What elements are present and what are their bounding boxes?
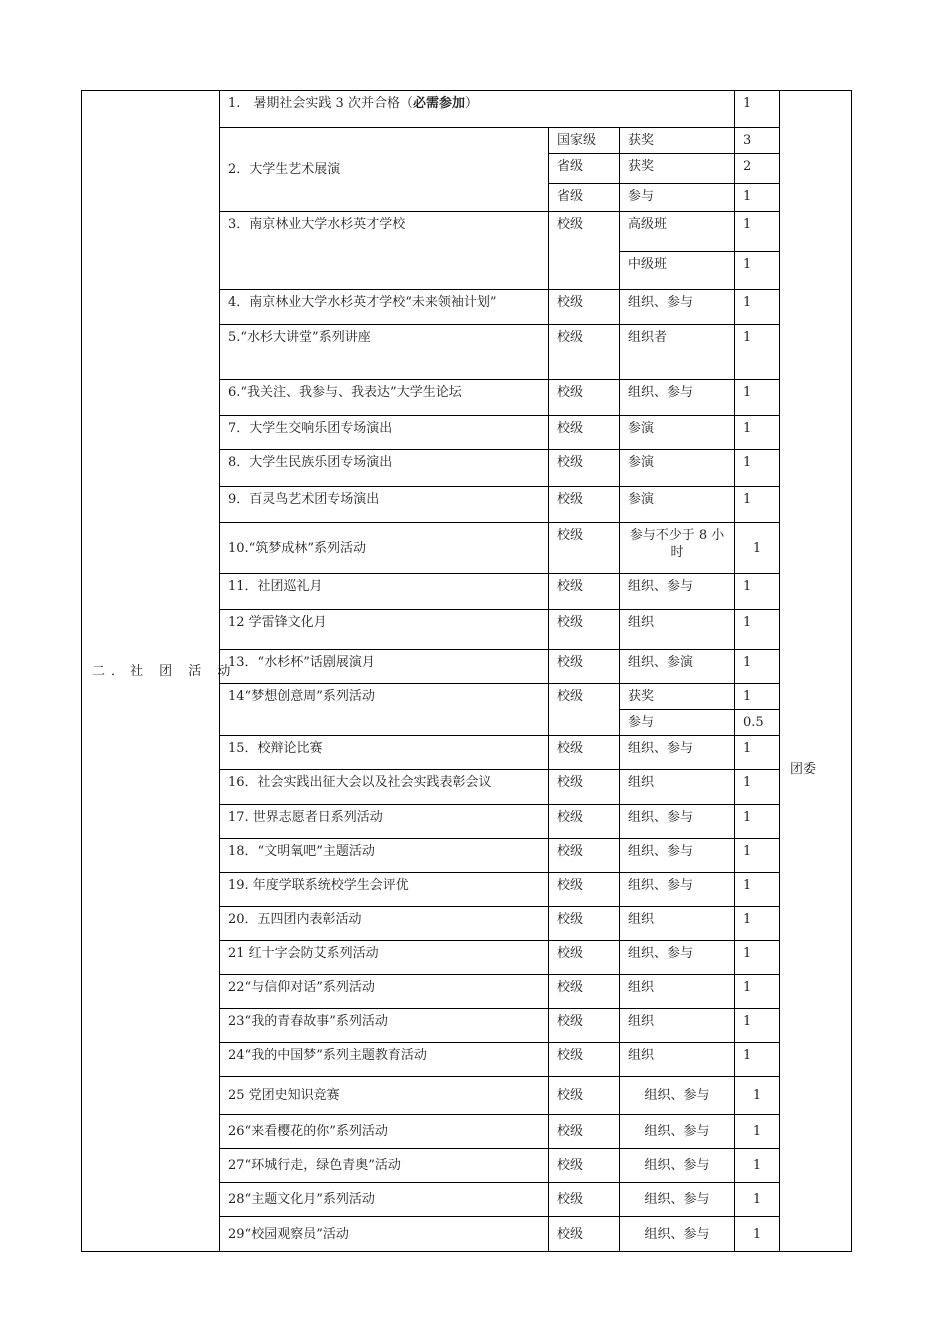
form-cell: 组织、参与 xyxy=(620,574,735,610)
form-cell: 组织、参与 xyxy=(620,1149,735,1183)
score-cell: 1 xyxy=(735,290,780,325)
item-cell: 24“我的中国梦”系列主题教育活动 xyxy=(220,1043,549,1077)
form-cell: 组织、参与 xyxy=(620,1217,735,1252)
level-cell: 校级 xyxy=(549,487,620,523)
form-cell: 参与 xyxy=(620,184,735,212)
level-cell: 校级 xyxy=(549,1009,620,1043)
level-cell: 校级 xyxy=(549,1043,620,1077)
level-cell: 校级 xyxy=(549,325,620,380)
table-row xyxy=(82,91,852,128)
item-cell: 25 党团史知识竞赛 xyxy=(220,1077,549,1115)
score-cell: 1 xyxy=(735,574,780,610)
level-cell: 校级 xyxy=(549,610,620,650)
form-cell: 组织、参与 xyxy=(620,380,735,416)
score-cell: 1 xyxy=(735,805,780,839)
score-cell: 2 xyxy=(735,154,780,184)
item-cell: 16．社会实践出征大会以及社会实践表彰会议 xyxy=(220,770,549,805)
form-cell: 组织 xyxy=(620,770,735,805)
score-cell: 1 xyxy=(735,1217,780,1252)
form-cell: 组织、参与 xyxy=(620,805,735,839)
level-cell: 校级 xyxy=(549,450,620,487)
item-cell: 29“校园观察员”活动 xyxy=(220,1217,549,1252)
score-cell: 0.5 xyxy=(735,710,780,736)
item-cell: 15．校辩论比赛 xyxy=(220,736,549,770)
form-cell: 组织者 xyxy=(620,325,735,380)
level-cell: 校级 xyxy=(549,380,620,416)
form-cell: 组织、参与 xyxy=(620,736,735,770)
item-cell: 2．大学生艺术展演 xyxy=(220,128,549,212)
item-cell: 19. 年度学联系统校学生会评优 xyxy=(220,873,549,907)
form-cell: 组织 xyxy=(620,975,735,1009)
level-cell: 校级 xyxy=(549,1149,620,1183)
score-cell: 1 xyxy=(735,1009,780,1043)
form-cell: 组织、参与 xyxy=(620,290,735,325)
score-cell: 1 xyxy=(735,1149,780,1183)
item-cell: 22“与信仰对话”系列活动 xyxy=(220,975,549,1009)
item-cell: 21 红十字会防艾系列活动 xyxy=(220,941,549,975)
score-cell: 1 xyxy=(735,941,780,975)
item-cell: 3．南京林业大学水杉英才学校 xyxy=(220,212,549,290)
score-cell: 1 xyxy=(735,610,780,650)
form-cell: 组织 xyxy=(620,1043,735,1077)
form-cell: 组织、参与 xyxy=(620,839,735,873)
score-cell: 1 xyxy=(735,325,780,380)
form-cell: 参与 xyxy=(620,710,735,736)
activity-table-sheet xyxy=(81,90,851,1247)
form-cell: 获奖 xyxy=(620,154,735,184)
level-cell: 国家级 xyxy=(549,128,620,154)
activity-score-table xyxy=(81,90,852,1252)
required-note: 必需参加 xyxy=(412,96,465,111)
score-cell: 1 xyxy=(735,1115,780,1149)
form-cell: 组织、参与 xyxy=(620,1183,735,1217)
item-cell: 8．大学生民族乐团专场演出 xyxy=(220,450,549,487)
category-cell: 二．社 团 活 动 xyxy=(82,91,220,1252)
score-cell: 1 xyxy=(735,770,780,805)
item-cell: 9．百灵鸟艺术团专场演出 xyxy=(220,487,549,523)
item-cell: 20．五四团内表彰活动 xyxy=(220,907,549,941)
level-cell: 校级 xyxy=(549,805,620,839)
level-cell: 校级 xyxy=(549,212,620,290)
level-cell: 校级 xyxy=(549,290,620,325)
level-cell: 校级 xyxy=(549,839,620,873)
score-cell: 1 xyxy=(735,684,780,710)
score-cell: 1 xyxy=(735,873,780,907)
form-cell: 参与不少于 8 小时 xyxy=(620,523,735,574)
level-cell: 校级 xyxy=(549,1183,620,1217)
level-cell: 校级 xyxy=(549,684,620,736)
level-cell: 校级 xyxy=(549,523,620,574)
item-cell: 12 学雷锋文化月 xyxy=(220,610,549,650)
score-cell: 1 xyxy=(735,975,780,1009)
item-cell: 7．大学生交响乐团专场演出 xyxy=(220,416,549,450)
item-cell: 26“来看樱花的你”系列活动 xyxy=(220,1115,549,1149)
item-cell: 1. 暑期社会实践 3 次并合格（必需参加） xyxy=(220,91,735,128)
score-cell: 1 xyxy=(735,450,780,487)
level-cell: 省级 xyxy=(549,184,620,212)
score-cell: 1 xyxy=(735,650,780,684)
form-cell: 组织 xyxy=(620,907,735,941)
score-cell: 3 xyxy=(735,128,780,154)
level-cell: 校级 xyxy=(549,736,620,770)
score-cell: 1 xyxy=(735,1077,780,1115)
form-cell: 组织、参与 xyxy=(620,873,735,907)
form-cell: 参演 xyxy=(620,487,735,523)
form-cell: 组织、参与 xyxy=(620,1077,735,1115)
level-cell: 校级 xyxy=(549,416,620,450)
form-cell: 参演 xyxy=(620,416,735,450)
level-cell: 校级 xyxy=(549,770,620,805)
score-cell: 1 xyxy=(735,1183,780,1217)
form-cell: 获奖 xyxy=(620,128,735,154)
item-cell: 5.“水杉大讲堂”系列讲座 xyxy=(220,325,549,380)
form-cell: 参演 xyxy=(620,450,735,487)
level-cell: 校级 xyxy=(549,574,620,610)
item-cell: 13．“水杉杯”话剧展演月 xyxy=(220,650,549,684)
score-cell: 1 xyxy=(735,184,780,212)
score-cell: 1 xyxy=(735,736,780,770)
item-cell: 10.“筑梦成林”系列活动 xyxy=(220,523,549,574)
form-cell: 高级班 xyxy=(620,212,735,252)
item-cell: 14“梦想创意周”系列活动 xyxy=(220,684,549,736)
form-cell: 组织、参与 xyxy=(620,941,735,975)
form-cell: 组织 xyxy=(620,610,735,650)
department-label: 团委 xyxy=(790,762,817,777)
item-cell: 23“我的青春故事”系列活动 xyxy=(220,1009,549,1043)
score-cell: 1 xyxy=(735,487,780,523)
level-cell: 校级 xyxy=(549,650,620,684)
item-cell: 17. 世界志愿者日系列活动 xyxy=(220,805,549,839)
item-cell: 11．社团巡礼月 xyxy=(220,574,549,610)
form-cell: 组织、参与 xyxy=(620,1115,735,1149)
form-cell: 组织、参演 xyxy=(620,650,735,684)
item-cell: 6.“我关注、我参与、我表达”大学生论坛 xyxy=(220,380,549,416)
form-cell: 组织 xyxy=(620,1009,735,1043)
item-cell: 27“环城行走，绿色青奥”活动 xyxy=(220,1149,549,1183)
department-cell xyxy=(780,91,852,1252)
score-cell: 1 xyxy=(735,839,780,873)
score-cell: 1 xyxy=(735,1043,780,1077)
score-cell: 1 xyxy=(735,380,780,416)
item-cell: 18．“文明氧吧”主题活动 xyxy=(220,839,549,873)
level-cell: 校级 xyxy=(549,1217,620,1252)
form-cell: 中级班 xyxy=(620,252,735,290)
score-cell: 1 xyxy=(735,252,780,290)
item-cell: 4．南京林业大学水杉英才学校“未来领袖计划” xyxy=(220,290,549,325)
score-cell: 1 xyxy=(735,91,780,128)
level-cell: 校级 xyxy=(549,907,620,941)
item-cell: 28“主题文化月”系列活动 xyxy=(220,1183,549,1217)
level-cell: 校级 xyxy=(549,1115,620,1149)
score-cell: 1 xyxy=(735,523,780,574)
level-cell: 省级 xyxy=(549,154,620,184)
level-cell: 校级 xyxy=(549,1077,620,1115)
score-cell: 1 xyxy=(735,907,780,941)
form-cell: 获奖 xyxy=(620,684,735,710)
level-cell: 校级 xyxy=(549,941,620,975)
score-cell: 1 xyxy=(735,416,780,450)
score-cell: 1 xyxy=(735,212,780,252)
level-cell: 校级 xyxy=(549,873,620,907)
level-cell: 校级 xyxy=(549,975,620,1009)
